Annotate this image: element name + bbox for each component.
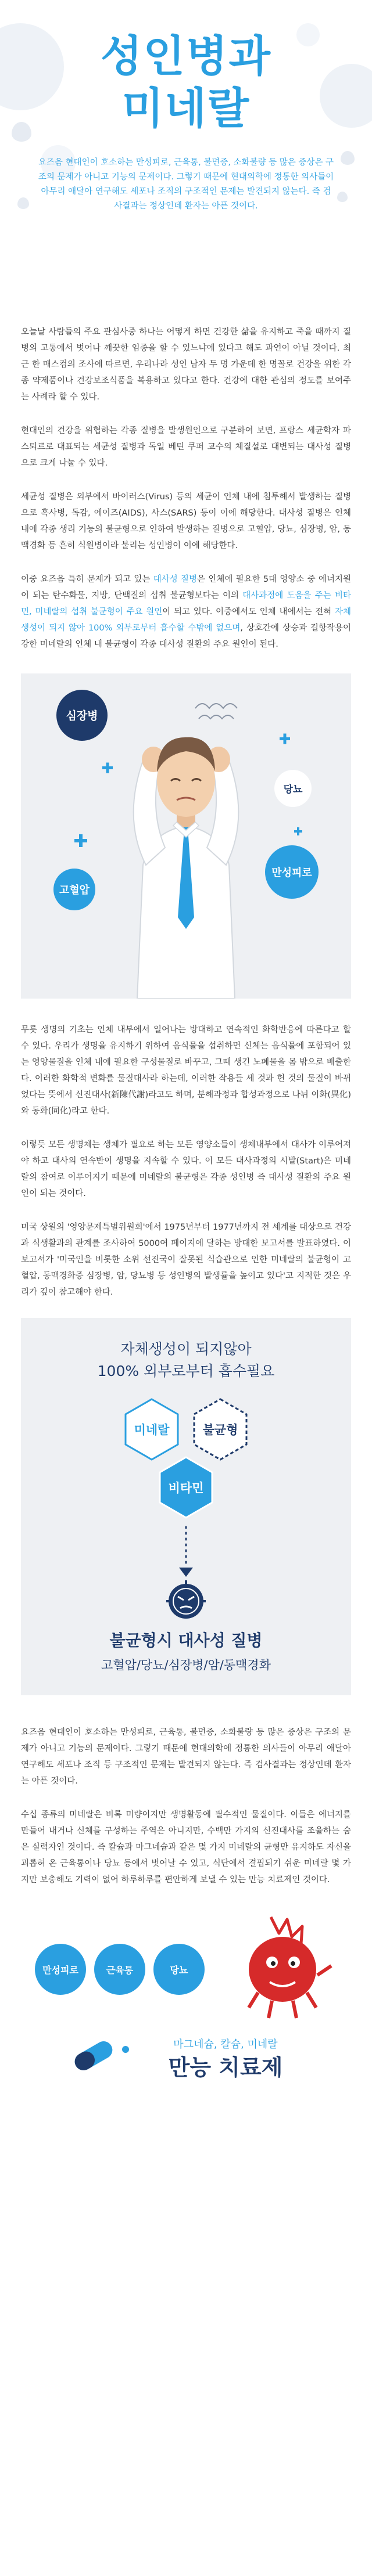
virus-face-icon bbox=[166, 1580, 206, 1619]
water-drop-icon bbox=[341, 151, 355, 165]
water-drop-icon bbox=[17, 197, 29, 209]
bubble-label: 고혈압 bbox=[59, 884, 90, 896]
illustration-mineral-remedy bbox=[21, 1905, 351, 2091]
red-germ-icon bbox=[249, 1917, 331, 2018]
circle-label: 만성피로 bbox=[42, 1965, 78, 1976]
highlight-external-absorption: 자체 생성이 되지 않아 100% 외부로부터 흡수할 수밖에 없으며 bbox=[21, 607, 352, 633]
bubble-hypertension bbox=[53, 869, 95, 910]
hero-section bbox=[0, 0, 372, 302]
bubble-label: 만성피로 bbox=[271, 867, 312, 879]
hex-label: 불균형 bbox=[202, 1423, 238, 1437]
intro-text: 요즈음 현대인이 호소하는 만성피로, 근육통, 불면증, 소화불량 등 많은 증상은 구조의 문제가 아니고 기능의 문제이다. 그렇기 때문에 현대의학에 정통한 의사들이 아무리 애달아 연구해도 세포나 조직의 구조적인 문제는 발견되지 않는다. 즉 검사결과는 정상인데 환자는 아픈 것이다. bbox=[38, 158, 334, 211]
paragraph-4-text-b: 은 인체에 필요한 5대 영양소 중 에너지원이 되는 탄수화물, 지방, 단백질의 섭취 불균형보다는 이의 bbox=[21, 575, 351, 600]
body-section-2 bbox=[0, 1022, 372, 1300]
diagram-result-title: 불균형시 대사성 질병 bbox=[109, 1631, 263, 1650]
hex-imbalance bbox=[194, 1399, 246, 1460]
plus-icon bbox=[284, 734, 287, 744]
hex-label: 미네랄 bbox=[134, 1423, 170, 1437]
paragraph-9: 수십 종류의 미네랄은 비록 미량이지만 생명활동에 필수적인 물질이다. 이들은 에너지를 만들어 내거나 신체를 구성하는 주역은 아니지만, 수백만 가지의 신진대사를 조율하는 숨은 실력자인 것이다. 즉 칼슘과 마그네슘과 같은 몇 가지 미네랄의 균형만 유지하도 자신을 괴롭혀 온 근육통이나 당뇨 등에서 벗어날 수 있고, 식단에서 결핍되기 쉬운 미네랄 몇 가지만 보충해도 기력이 없어 하루하루를 편안하게 보낼 수 있는 만능 치료제인 것이다. bbox=[21, 1810, 351, 1885]
highlight-main-cause: 대사과정에 도움을 주는 비타민, 미네랄의 섭취 불균형이 주요 원인 bbox=[21, 591, 351, 617]
stressed-man-svg bbox=[21, 673, 351, 999]
bubble-label: 당뇨 bbox=[283, 784, 303, 795]
bubble-label: 심장병 bbox=[66, 709, 98, 722]
circle-muscle-pain bbox=[94, 1944, 145, 1995]
remedy-caption-big: 만능 치료제 bbox=[168, 2055, 283, 2080]
hex-mineral bbox=[126, 1399, 178, 1460]
stress-scribble bbox=[195, 704, 237, 708]
plus-icon bbox=[79, 834, 83, 847]
hex-vitamin bbox=[160, 1457, 212, 1518]
paragraph-3: 세균성 질병은 외부에서 바이러스(Virus) 등의 세균이 인체 내에 침투해서 발생하는 질병으로 흑사병, 독감, 에이즈(AIDS), 사스(SARS) 등이 이에 해당한다. 대사성 질병은 인체 내에 각종 생리 기능의 불균형으로 인하여 발생하는 질병으로 고혈압, 당뇨, 심장병, 암, 동맥경화 등 흔히 식원병이라 불리는 성인병이 이에 해당한다. bbox=[21, 492, 351, 550]
highlight-metabolic-disease: 대사성 질병 bbox=[153, 575, 198, 584]
page-title-line1: 성인병과 bbox=[101, 31, 271, 81]
plus-icon bbox=[297, 827, 299, 835]
paragraph-8: 요즈음 현대인이 호소하는 만성피로, 근육통, 불면증, 소화불량 등 많은 증상은 구조의 문제가 아니고 기능의 문제이다. 그렇기 때문에 현대의학에 정통한 의사들이 아무리 애달아 연구해도 세포나 조직 등 구조적인 문제는 발견되지 않는다. 즉 검사결과는 정상인데 환자는 아픈 것이다. bbox=[21, 1728, 351, 1786]
paragraph-4-text-c: 이 되고 있다. 이중에서도 인체 내에서는 전혀 bbox=[162, 607, 335, 617]
water-drop-icon bbox=[337, 192, 348, 202]
paragraph-1: 오늘날 사람들의 주요 관심사중 하나는 어떻게 하면 건강한 삶을 유지하고 죽을 때까지 질병의 고통에서 벗어나 깨끗한 임종을 할 수 있느냐에 있다고 해도 과언이 아닐 것이다. 최근 한 매스컴의 조사에 따르면, 우리나라 성인 남자 두 명 가운데 한 명꼴로 건강을 위한 각종 약제품이나 건강보조식품을 복용하고 있다고 한다. 건강에 대한 관심의 정도를 보여주는 사례라 할 수 있다. bbox=[21, 327, 351, 402]
paragraph-5: 무릇 생명의 기초는 인체 내부에서 일어나는 방대하고 연속적인 화학반응에 따른다고 할 수 있다. 우리가 생명을 유지하기 위하여 음식물을 섭취하면 신체는 음식물에 포함되어 있는 영양물질을 인체 내에 필요한 구성물질로 바꾸고, 그때 생긴 노폐물을 몸 밖으로 배출한다. 이러한 화학적 변화를 물질대사라 하는데, 이러한 작용들 세 것과 헌 것의 물질이 바뀌었다는 뜻에서 신진대사(新陳代謝)라고도 하며, 분해과정과 합성과정으로 나뉘 이화(異化)와 동화(同化)라고 한다. bbox=[21, 1025, 351, 1116]
circle-chronic-fatigue bbox=[35, 1944, 86, 1995]
paragraph-4-text-d: , 상호간에 상승과 길항작용이 강한 미네랄의 인체 내 불균형이 각종 대사성 질환의 주요 원인이 된다. bbox=[21, 624, 351, 649]
page-title-line2: 미네랄 bbox=[121, 84, 251, 134]
remedy-caption-small: 마그네슘, 칼슘, 미네랄 bbox=[173, 2038, 278, 2051]
stress-scribble bbox=[199, 715, 234, 719]
paragraph-6: 이렇듯 모든 생명체는 생체가 필요로 하는 모든 영양소들이 생체내부에서 대사가 이루어져야 하고 대사의 연속반이 생명을 지속할 수 있다. 이 모든 대사과정의 시발(Start)은 미네랄의 참여로 이루어지기 때문에 미네랄의 불균형은 각종 성인병 즉 대사성 질환의 주요 원인이 되는 것이다. bbox=[21, 1140, 351, 1198]
paragraph-2: 현대인의 건강을 위협하는 각종 질병을 발생원인으로 구분하여 보면, 프랑스 세균학자 파스퇴르로 대표되는 세균성 질병과 독일 베틴 쿠퍼 교수의 체질설로 대변되는 대사성 질병으로 크게 나눌 수 있다. bbox=[21, 426, 351, 468]
body-section-3 bbox=[0, 1724, 372, 1888]
capsule-icon bbox=[71, 2038, 129, 2074]
hex-label: 비타민 bbox=[168, 1481, 204, 1495]
mineral-diagram-svg bbox=[21, 1318, 351, 1695]
diagram-heading-line1: 자체생성이 되지않아 bbox=[120, 1341, 252, 1357]
man-figure bbox=[134, 737, 239, 999]
arrow-down-icon bbox=[179, 1568, 193, 1577]
paragraph-4 bbox=[21, 571, 351, 653]
circle-label: 근육통 bbox=[106, 1965, 134, 1976]
paragraph-4-text-a: 이중 요즈음 특히 문제가 되고 있는 bbox=[21, 575, 153, 584]
page-title bbox=[0, 0, 372, 135]
paragraph-7: 미국 상원의 '영양문제특별위원회'에서 1975년부터 1977년까지 전 세계를 대상으로 건강과 식생활과의 관계를 조사하여 5000여 페이지에 달하는 방대한 보고서를 발표하였다. 이 보고서가 '미국인을 비롯한 소위 선진국이 잘못된 식습관으로 인한 미네랄의 불균형이 고혈압, 동맥경화증 심장병, 암, 당뇨병 등 성인병의 발생률을 높이고 있다'고 지적한 것은 우리가 깊이 참고해야 한다. bbox=[21, 1223, 351, 1297]
circle-diabetes bbox=[153, 1944, 205, 1995]
diagram-mineral-imbalance bbox=[21, 1318, 351, 1695]
mineral-remedy-svg bbox=[21, 1905, 351, 2091]
bubble-heart-disease bbox=[56, 690, 108, 741]
body-section-1 bbox=[0, 302, 372, 653]
diagram-result-subtitle: 고혈압/당뇨/심장병/암/동맥경화 bbox=[101, 1658, 271, 1672]
bubble-chronic-fatigue bbox=[265, 845, 319, 899]
circle-label: 당뇨 bbox=[170, 1965, 188, 1976]
illustration-stressed-man bbox=[21, 673, 351, 999]
bubble-diabetes bbox=[274, 770, 312, 807]
diagram-heading-line2: 100% 외부로부터 흡수필요 bbox=[97, 1363, 275, 1379]
plus-icon bbox=[106, 763, 109, 773]
